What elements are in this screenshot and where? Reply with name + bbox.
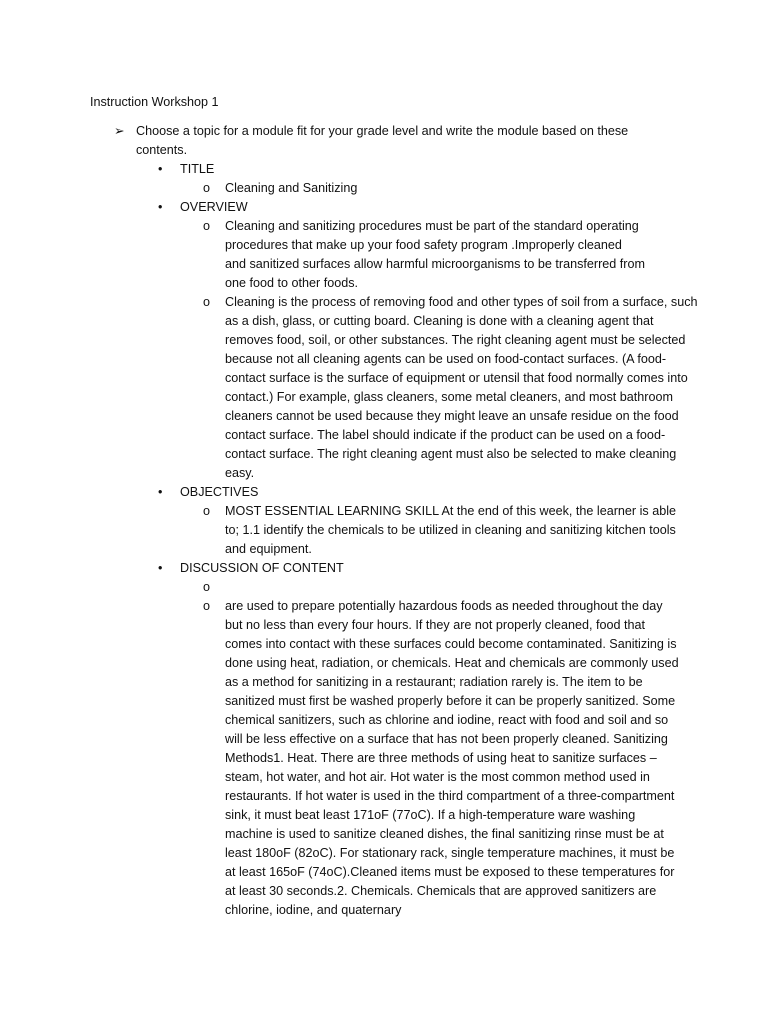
list-item — [180, 578, 654, 597]
sub-bullet-icon: o — [203, 295, 211, 309]
bullet-icon: • — [158, 561, 163, 575]
list-item — [180, 597, 679, 920]
section-label: TITLE — [180, 162, 215, 176]
section-discussion — [158, 559, 679, 920]
item-text — [225, 578, 680, 597]
item-text: Cleaning and sanitizing procedures must be part of the standard operating procedures that make up your food safety program .Improperly cleaned and sanitized surfaces allow harmful microorganisms to be transferred from one food to other foods. — [225, 219, 645, 290]
sub-bullet-icon: o — [203, 504, 211, 518]
sub-bullet-icon: o — [203, 599, 211, 613]
section-objectives — [158, 483, 677, 559]
instruction-block — [114, 122, 698, 920]
item-text: MOST ESSENTIAL LEARNING SKILL At the end of this week, the learner is able to; 1.1 identify the chemicals to be utilized in cleaning and sanitizing kitchen tools and equipment. — [225, 504, 677, 556]
list-item — [180, 502, 677, 559]
instruction-text: Choose a topic for a module fit for your grade level and write the module based on these contents. — [136, 124, 629, 157]
item-text: Cleaning is the process of removing food and other types of soil from a surface, such as a dish, glass, or cutting board. Cleaning is done with a cleaning agent that removes food, soil, or other substances. The right cleaning agent must be selected because not all cleaning agents can be used on food-contact surfaces. (A food-contact surface is the surface of equipment or utensil that food normally comes into contact.) For example, glass cleaners, some metal cleaners, and most bathroom cleaners cannot be used because they might leave an unsafe residue on the food contact surface. The label should indicate if the product can be used on a food-contact surface. The right cleaning agent must also be selected to make cleaning easy. — [225, 295, 698, 480]
section-title — [158, 160, 654, 198]
section-label: OVERVIEW — [180, 200, 248, 214]
sub-bullet-icon: o — [203, 219, 211, 233]
document-heading: Instruction Workshop 1 — [90, 95, 219, 109]
list-item — [180, 293, 698, 483]
item-text: are used to prepare potentially hazardous foods as needed throughout the day but no less than every four hours. If they are not properly cleaned, food that comes into contact with these surfaces could become contaminated. Sanitizing is done using heat, radiation, or chemicals. Heat and chemicals are commonly used as a method for sanitizing in a restaurant; radiation rarely is. The item to be sanitized must first be washed properly before it can be properly sanitized. Some chemical sanitizers, such as chlorine and iodine, react with food and soil and so will be less effective on a surface that has not been properly cleaned. Sanitizing Methods1. Heat. There are three methods of using heat to sanitize surfaces – steam, hot water, and hot air. Hot water is the most common method used in restaurants. If hot water is used in the third compartment of a three-compartment sink, it must beat least 171oF (77oC). If a high-temperature ware washing machine is used to sanitize cleaned dishes, the final sanitizing rinse must be at least 180oF (82oC). For stationary rack, single temperature machines, it must be at least 165oF (74oC).Cleaned items must be exposed to these temperatures for at least 30 seconds.2. Chemicals. Chemicals that are approved sanitizers are chlorine, iodine, and quaternary — [225, 599, 679, 917]
section-overview — [158, 198, 698, 483]
section-label: OBJECTIVES — [180, 485, 259, 499]
sub-bullet-icon: o — [203, 181, 211, 195]
list-item — [180, 179, 654, 198]
bullet-icon: • — [158, 200, 163, 214]
section-label: DISCUSSION OF CONTENT — [180, 561, 344, 575]
bullet-icon: • — [158, 485, 163, 499]
arrow-bullet-icon: ➢ — [114, 124, 125, 138]
bullet-icon: • — [158, 162, 163, 176]
item-text: Cleaning and Sanitizing — [225, 181, 358, 195]
sub-bullet-icon: o — [203, 580, 211, 594]
list-item — [180, 217, 654, 293]
